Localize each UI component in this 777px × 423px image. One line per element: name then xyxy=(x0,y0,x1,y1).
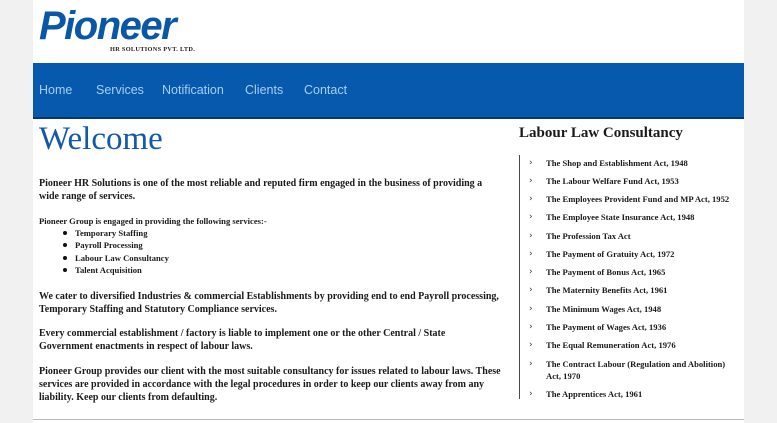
sidebar-link-minimum-wages[interactable] xyxy=(529,303,736,315)
establishment-paragraph: Every commercial establishment / factory is liable to implement one or the other Central / State Government enactments in respect of labour laws. xyxy=(39,328,446,352)
sidebar-link-profession-tax[interactable] xyxy=(529,230,736,242)
chevron-right-icon: › xyxy=(529,359,533,369)
sidebar-link-gratuity[interactable] xyxy=(529,248,736,260)
sidebar-link-labour-welfare[interactable] xyxy=(529,175,736,187)
main-navigation xyxy=(33,63,744,119)
law-label: The Payment of Gratuity Act, 1972 xyxy=(546,249,675,259)
law-label: The Apprentices Act, 1961 xyxy=(546,389,643,399)
consultancy-paragraph: Pioneer Group provides our client with the most suitable consultancy for issues related to labour laws. These services are provided in accordance with the legal procedures in order to keep our clients away from any liability. Keep our clients from defaulting. xyxy=(39,366,501,403)
nav-services[interactable]: Services xyxy=(96,83,144,97)
law-label: The Equal Remuneration Act, 1976 xyxy=(546,340,676,350)
law-label: The Payment of Bonus Act, 1965 xyxy=(546,267,666,277)
list-item xyxy=(63,252,169,264)
law-label: The Employees Provident Fund and MP Act, 1952 xyxy=(546,194,730,204)
chevron-right-icon: › xyxy=(529,158,533,168)
sidebar-link-bonus[interactable] xyxy=(529,266,736,278)
chevron-right-icon: › xyxy=(529,176,533,186)
nav-home[interactable]: Home xyxy=(39,83,73,97)
sidebar-link-shop-establishment[interactable] xyxy=(529,157,736,169)
service-label: Payroll Processing xyxy=(75,240,143,251)
sidebar-link-provident-fund[interactable] xyxy=(529,193,736,205)
chevron-right-icon: › xyxy=(529,322,533,332)
sidebar-link-contract-labour[interactable] xyxy=(529,358,736,382)
logo-wordmark: Pioneer xyxy=(39,4,176,48)
service-label: Temporary Staffing xyxy=(75,228,148,238)
nav-notification[interactable]: Notification xyxy=(162,83,224,97)
law-label: The Payment of Wages Act, 1936 xyxy=(546,322,667,332)
service-label: Labour Law Consultancy xyxy=(75,252,169,263)
chevron-right-icon: › xyxy=(529,194,533,204)
chevron-right-icon: › xyxy=(529,285,533,295)
service-label: Talent Acquisition xyxy=(75,265,142,276)
law-label: The Labour Welfare Fund Act, 1953 xyxy=(546,176,679,186)
law-label: The Contract Labour (Regulation and Abolition) Act, 1970 xyxy=(546,359,726,381)
chevron-right-icon: › xyxy=(529,231,533,241)
sidebar-link-equal-remuneration[interactable] xyxy=(529,339,736,351)
nav-clients[interactable]: Clients xyxy=(245,83,284,97)
logo[interactable] xyxy=(39,4,196,54)
chevron-right-icon: › xyxy=(529,267,533,277)
law-label: The Maternity Benefits Act, 1961 xyxy=(546,285,668,295)
list-item xyxy=(63,227,169,239)
chevron-right-icon: › xyxy=(529,304,533,314)
chevron-right-icon: › xyxy=(529,340,533,350)
chevron-right-icon: › xyxy=(529,389,533,399)
sidebar-link-apprentices[interactable] xyxy=(529,388,736,400)
intro-paragraph: Pioneer HR Solutions is one of the most reliable and reputed firm engaged in the business of providing a wide range of services. xyxy=(39,178,483,202)
services-intro: Pioneer Group is engaged in providing the following services:- xyxy=(39,216,267,226)
law-label: The Profession Tax Act xyxy=(546,231,631,241)
chevron-right-icon: › xyxy=(529,212,533,222)
list-item xyxy=(63,264,169,276)
sidebar-divider xyxy=(519,155,520,399)
content-divider xyxy=(33,419,744,420)
sidebar-link-state-insurance[interactable] xyxy=(529,211,736,223)
page-container xyxy=(33,0,744,423)
law-label: The Minimum Wages Act, 1948 xyxy=(546,304,662,314)
industries-paragraph: We cater to diversified Industries & commercial Establishments by providing end to end Payroll processing, Temporary Staffing and Statutory Compliance services. xyxy=(39,291,499,315)
law-label: The Employee State Insurance Act, 1948 xyxy=(546,212,695,222)
chevron-right-icon: › xyxy=(529,249,533,259)
sidebar-link-maternity[interactable] xyxy=(529,284,736,296)
list-item xyxy=(63,239,169,251)
law-label: The Shop and Establishment Act, 1948 xyxy=(546,158,688,168)
sidebar-link-payment-wages[interactable] xyxy=(529,321,736,333)
logo-subtitle: HR SOLUTIONS PVT. LTD. xyxy=(110,46,196,53)
nav-contact[interactable]: Contact xyxy=(304,83,348,97)
page-title: Welcome xyxy=(39,121,163,157)
services-list xyxy=(63,227,169,277)
sidebar-title: Labour Law Consultancy xyxy=(519,125,683,141)
